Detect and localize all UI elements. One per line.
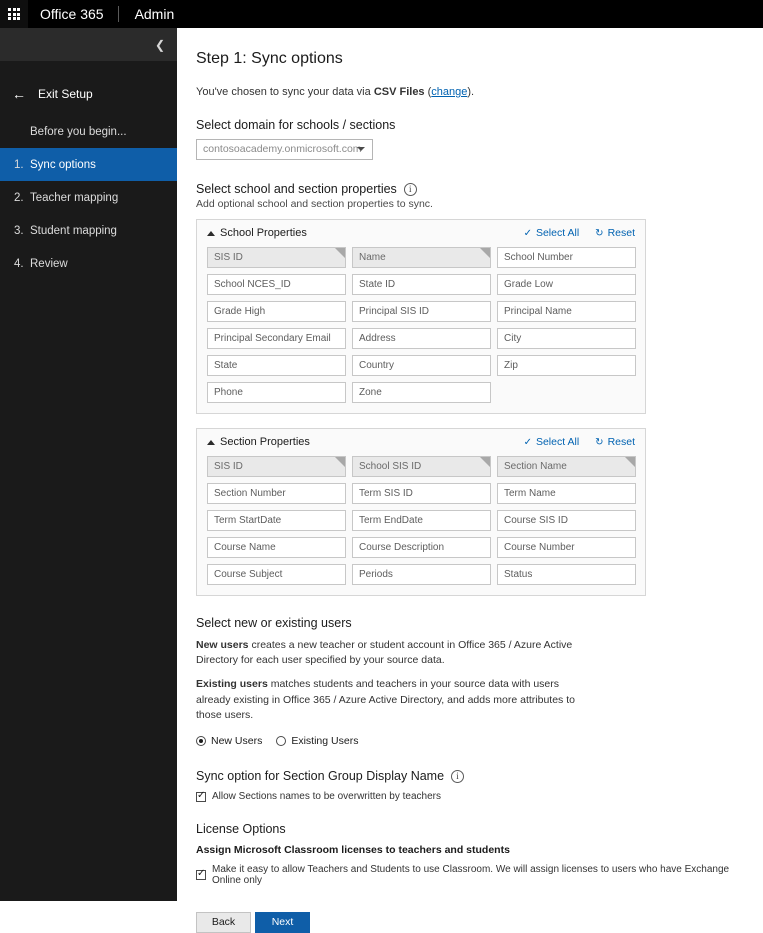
sidebar [0, 28, 177, 901]
school-reset-button[interactable] [595, 227, 635, 239]
property-label: Zone [359, 387, 382, 398]
radio-indicator [276, 736, 286, 746]
paren-open: ( [424, 86, 432, 98]
brand-label[interactable]: Office 365 [40, 6, 104, 22]
info-icon[interactable]: i [404, 183, 417, 196]
property-label: School SIS ID [359, 461, 422, 472]
property-label: Term Name [504, 488, 556, 499]
section-panel-header [207, 436, 635, 448]
chevron-left-icon: ❮ [154, 37, 165, 52]
refresh-icon: ↻ [595, 436, 604, 448]
school-property-zip[interactable] [497, 355, 636, 376]
school-property-principal-name[interactable] [497, 301, 636, 322]
sidebar-item-review[interactable] [0, 247, 177, 280]
check-icon: ✓ [523, 436, 532, 448]
property-label: Section Name [504, 461, 567, 472]
property-label: Grade Low [504, 279, 553, 290]
app-launcher-icon[interactable] [0, 0, 28, 28]
collapse-triangle-icon [207, 440, 215, 445]
existing-users-text: matches students and teachers in your source data with users already existing in Office 365 / Azure Active Directory, and adds more attributes to those users. [196, 678, 575, 721]
back-button[interactable]: Back [196, 912, 251, 933]
domain-select-value: contosoacademy.onmicrosoft.com [203, 143, 362, 155]
checkbox-indicator [196, 870, 206, 880]
property-label: Status [504, 569, 533, 580]
sidebar-item-label: Before you begin... [30, 125, 127, 138]
sidebar-item-before-you-begin[interactable] [0, 115, 177, 148]
section-property-periods[interactable] [352, 564, 491, 585]
school-property-state-id[interactable] [352, 274, 491, 295]
license-checkbox-label: Make it easy to allow Teachers and Students to use Classroom. We will assign licenses to users who have Exchange Online only [212, 864, 730, 887]
page-title: Step 1: Sync options [196, 50, 343, 67]
school-select-all-label: Select All [535, 227, 580, 239]
check-icon: ✓ [523, 227, 532, 239]
section-properties-grid [207, 456, 635, 585]
section-property-status[interactable] [497, 564, 636, 585]
sidebar-item-number: 1. [14, 158, 24, 171]
property-label: Zip [504, 360, 518, 371]
license-heading: License Options [196, 822, 286, 837]
radio-existing-users-label: Existing Users [291, 735, 359, 748]
section-property-course-sis-id[interactable] [497, 510, 636, 531]
section-property-course-name[interactable] [207, 537, 346, 558]
school-property-school-number[interactable] [497, 247, 636, 268]
sidebar-item-label: Teacher mapping [30, 191, 119, 204]
school-property-principal-secondary-email[interactable] [207, 328, 346, 349]
change-sync-method-link[interactable]: change [431, 86, 468, 98]
sidebar-item-sync-options[interactable] [0, 148, 177, 181]
sidebar-item-number: 3. [14, 224, 24, 237]
section-reset-button[interactable] [595, 436, 635, 448]
section-panel-title: Section Properties [220, 436, 310, 448]
locked-corner-icon [625, 457, 635, 467]
arrow-left-icon: ← [12, 86, 26, 102]
property-label: Course SIS ID [504, 515, 568, 526]
school-property-sis-id [207, 247, 346, 268]
property-label: Course Subject [214, 569, 283, 580]
radio-existing-users[interactable] [276, 735, 358, 747]
sync-method-text [196, 86, 737, 98]
section-property-course-subject[interactable] [207, 564, 346, 585]
locked-corner-icon [335, 457, 345, 467]
property-label: Principal Name [504, 306, 572, 317]
wizard-button-row [196, 912, 737, 933]
property-label: Course Name [214, 542, 276, 553]
next-button[interactable]: Next [255, 912, 310, 933]
allow-overwrite-checkbox-row[interactable] [196, 791, 737, 802]
school-panel-title-group[interactable] [207, 227, 307, 239]
section-property-term-sis-id[interactable] [352, 483, 491, 504]
new-users-term: New users [196, 639, 249, 651]
sidebar-item-number: 2. [14, 191, 24, 204]
exit-setup-label: Exit Setup [38, 87, 93, 101]
domain-select[interactable] [196, 139, 373, 160]
property-label: Course Number [504, 542, 575, 553]
school-property-grade-high[interactable] [207, 301, 346, 322]
chevron-down-icon [357, 147, 365, 151]
property-label: Principal Secondary Email [214, 333, 331, 344]
property-label: Principal SIS ID [359, 306, 430, 317]
main-content [177, 28, 763, 929]
school-property-state[interactable] [207, 355, 346, 376]
school-reset-label: Reset [607, 227, 635, 239]
section-property-term-enddate[interactable] [352, 510, 491, 531]
school-properties-panel [196, 219, 646, 414]
info-icon[interactable]: i [451, 770, 464, 783]
section-property-section-name [497, 456, 636, 477]
locked-corner-icon [480, 248, 490, 258]
checkbox-indicator [196, 792, 206, 802]
property-label: Name [359, 252, 386, 263]
refresh-icon: ↻ [595, 227, 604, 239]
property-label: Term EndDate [359, 515, 423, 526]
properties-heading: Select school and section properties [196, 182, 397, 196]
section-properties-panel [196, 428, 646, 596]
locked-corner-icon [335, 248, 345, 258]
collapse-triangle-icon [207, 231, 215, 236]
properties-heading-row [196, 182, 737, 196]
sidebar-item-label: Review [30, 257, 68, 270]
section-property-course-description[interactable] [352, 537, 491, 558]
license-subheading: Assign Microsoft Classroom licenses to teachers and students [196, 844, 510, 857]
section-select-all-button[interactable] [524, 436, 580, 448]
new-users-description [196, 638, 576, 668]
admin-section-label[interactable]: Admin [134, 6, 175, 22]
property-label: Address [359, 333, 396, 344]
school-properties-grid [207, 247, 635, 403]
school-panel-header [207, 227, 635, 239]
users-heading: Select new or existing users [196, 616, 352, 630]
property-label: City [504, 333, 522, 344]
section-property-sis-id [207, 456, 346, 477]
new-users-text: creates a new teacher or student account in Office 365 / Azure Active Directory for each user specified by your source data. [196, 639, 573, 667]
sidebar-item-number: 4. [14, 257, 24, 270]
property-label: Grade High [214, 306, 266, 317]
property-label: Section Number [214, 488, 286, 499]
sync-method-value: CSV Files [373, 86, 425, 98]
property-label: School Number [504, 252, 573, 263]
section-property-term-startdate[interactable] [207, 510, 346, 531]
section-property-school-sis-id [352, 456, 491, 477]
school-property-school-nces-id[interactable] [207, 274, 346, 295]
school-property-address[interactable] [352, 328, 491, 349]
sidebar-item-teacher-mapping[interactable] [0, 181, 177, 214]
school-property-phone[interactable] [207, 382, 346, 403]
school-panel-title: School Properties [220, 227, 307, 239]
license-checkbox-row[interactable] [196, 864, 737, 886]
existing-users-description [196, 677, 576, 723]
section-panel-title-group[interactable] [207, 436, 310, 448]
section-property-section-number[interactable] [207, 483, 346, 504]
property-label: Term StartDate [214, 515, 282, 526]
school-property-name [352, 247, 491, 268]
school-select-all-button[interactable] [524, 227, 580, 239]
section-property-course-number[interactable] [497, 537, 636, 558]
section-panel-actions [524, 436, 635, 448]
section-select-all-label: Select All [535, 436, 580, 448]
school-property-country[interactable] [352, 355, 491, 376]
domain-label: Select domain for schools / sections [196, 118, 396, 132]
allow-overwrite-label: Allow Sections names to be overwritten by teachers [212, 791, 441, 803]
radio-new-users-label: New Users [211, 735, 263, 748]
school-property-grade-low[interactable] [497, 274, 636, 295]
property-label: State [214, 360, 238, 371]
property-label: Course Description [359, 542, 445, 553]
radio-new-users[interactable] [196, 735, 262, 747]
sidebar-collapse-button[interactable] [0, 28, 177, 61]
top-bar [0, 0, 763, 28]
property-label: Term SIS ID [359, 488, 413, 499]
property-label: Phone [214, 387, 243, 398]
sidebar-item-student-mapping[interactable] [0, 214, 177, 247]
property-label: Periods [359, 569, 393, 580]
property-label: SIS ID [214, 461, 243, 472]
property-label: Country [359, 360, 395, 371]
existing-users-term: Existing users [196, 678, 268, 691]
exit-setup-button[interactable] [0, 73, 177, 115]
sync-method-prefix: You've chosen to sync your data via [196, 86, 374, 98]
section-reset-label: Reset [607, 436, 635, 448]
properties-subtext: Add optional school and section properties to sync. [196, 198, 433, 210]
school-property-principal-sis-id[interactable] [352, 301, 491, 322]
paren-close: ). [467, 86, 475, 98]
group-name-heading: Sync option for Section Group Display Name [196, 769, 445, 784]
sidebar-item-label: Sync options [30, 158, 96, 171]
locked-corner-icon [480, 457, 490, 467]
section-property-term-name[interactable] [497, 483, 636, 504]
school-panel-actions [524, 227, 635, 239]
property-label: School NCES_ID [214, 279, 291, 290]
property-label: SIS ID [214, 252, 243, 263]
sidebar-item-label: Student mapping [30, 224, 117, 237]
property-label: State ID [359, 279, 396, 290]
user-type-radio-group [196, 735, 737, 747]
school-property-zone[interactable] [352, 382, 491, 403]
radio-indicator [196, 736, 206, 746]
group-name-heading-row [196, 769, 737, 783]
school-property-city[interactable] [497, 328, 636, 349]
